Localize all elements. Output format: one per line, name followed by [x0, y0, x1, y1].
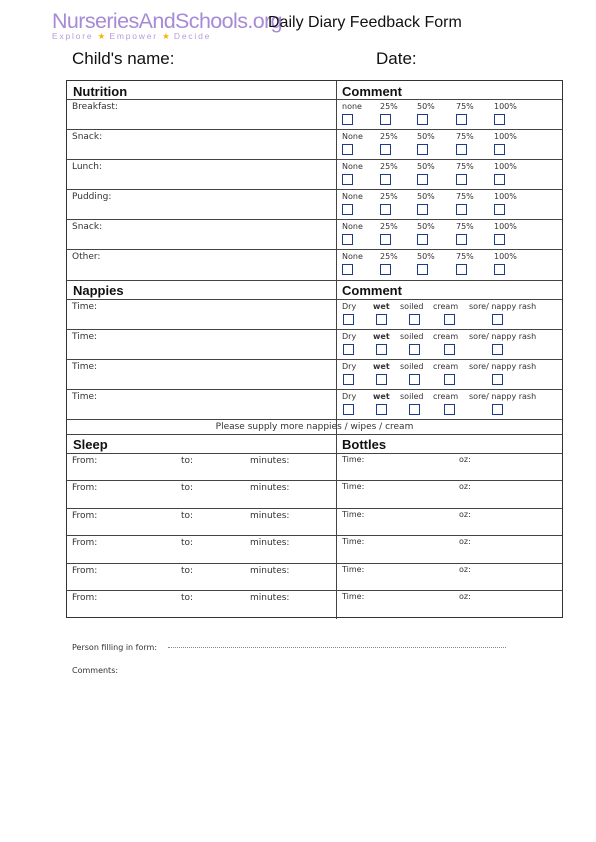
nappy-checkbox[interactable]	[492, 344, 503, 355]
sleep-to-label: to:	[181, 566, 194, 576]
nutrition-option-label: 50%	[417, 192, 435, 201]
nappy-option-label: sore/ nappy rash	[469, 392, 537, 401]
nappy-option-label: soiled	[400, 392, 424, 401]
nappy-option-label: Dry	[342, 302, 357, 311]
sleep-minutes-label: minutes:	[250, 483, 290, 493]
nappy-option-label: wet	[373, 302, 390, 311]
bottle-time-label: Time:	[342, 455, 365, 464]
nappy-time-label: Time:	[72, 392, 98, 402]
bottle-oz-label: oz:	[459, 510, 471, 519]
divider	[67, 359, 562, 360]
nappy-checkbox[interactable]	[343, 344, 354, 355]
nappy-checkbox[interactable]	[409, 374, 420, 385]
nutrition-comment-heading: Comment	[342, 84, 402, 99]
nutrition-checkbox[interactable]	[417, 174, 428, 185]
divider	[67, 389, 562, 390]
nappy-checkbox[interactable]	[444, 374, 455, 385]
nutrition-option-label: 75%	[456, 132, 474, 141]
nappy-checkbox[interactable]	[343, 374, 354, 385]
nappy-option-label: wet	[373, 332, 390, 341]
bottle-time-label: Time:	[342, 537, 365, 546]
nappy-option-label: sore/ nappy rash	[469, 362, 537, 371]
nappy-time-label: Time:	[72, 302, 98, 312]
sleep-to-label: to:	[181, 511, 194, 521]
nutrition-checkbox[interactable]	[417, 264, 428, 275]
divider	[67, 419, 562, 420]
nappy-time-label: Time:	[72, 332, 98, 342]
nutrition-row-label: Lunch:	[72, 162, 102, 172]
logo-wordmark: NurseriesAndSchools.org	[52, 9, 282, 33]
sleep-minutes-label: minutes:	[250, 456, 290, 466]
supply-note: Please supply more nappies / wipes / cream	[215, 422, 414, 432]
nutrition-checkbox[interactable]	[342, 204, 353, 215]
bottle-oz-label: oz:	[459, 482, 471, 491]
bottle-oz-label: oz:	[459, 565, 471, 574]
nutrition-checkbox[interactable]	[380, 264, 391, 275]
nutrition-option-label: 25%	[380, 222, 398, 231]
nutrition-option-label: 50%	[417, 222, 435, 231]
bottle-oz-label: oz:	[459, 592, 471, 601]
nutrition-option-label: 50%	[417, 252, 435, 261]
nappy-checkbox[interactable]	[376, 374, 387, 385]
nappy-option-label: cream	[433, 302, 459, 311]
nutrition-option-label: 25%	[380, 162, 398, 171]
sleep-minutes-label: minutes:	[250, 538, 290, 548]
nappy-option-label: sore/ nappy rash	[469, 332, 537, 341]
bottles-heading: Bottles	[342, 437, 387, 452]
child-name-label: Child's name:	[72, 49, 175, 68]
divider	[67, 453, 562, 454]
nappy-checkbox[interactable]	[376, 404, 387, 415]
nutrition-option-label: 50%	[417, 162, 435, 171]
nutrition-checkbox[interactable]	[380, 174, 391, 185]
nappy-checkbox[interactable]	[444, 314, 455, 325]
sleep-to-label: to:	[181, 538, 194, 548]
nutrition-option-label: 100%	[494, 192, 517, 201]
divider	[67, 299, 562, 300]
bottle-time-label: Time:	[342, 565, 365, 574]
logo-tag-explore: Explore	[52, 31, 94, 41]
nappy-option-label: cream	[433, 332, 459, 341]
divider	[67, 508, 562, 509]
nutrition-option-label: None	[342, 132, 363, 141]
nappy-option-label: cream	[433, 362, 459, 371]
nappy-checkbox[interactable]	[376, 314, 387, 325]
sleep-minutes-label: minutes:	[250, 511, 290, 521]
nutrition-checkbox[interactable]	[456, 264, 467, 275]
nappy-option-label: soiled	[400, 362, 424, 371]
nutrition-checkbox[interactable]	[456, 114, 467, 125]
nappy-option-label: wet	[373, 362, 390, 371]
sleep-minutes-label: minutes:	[250, 566, 290, 576]
sleep-from-label: From:	[72, 566, 98, 576]
nappy-option-label: Dry	[342, 362, 357, 371]
nutrition-heading: Nutrition	[73, 84, 128, 99]
nutrition-option-label: None	[342, 192, 363, 201]
nappy-checkbox[interactable]	[444, 344, 455, 355]
nutrition-checkbox[interactable]	[494, 264, 505, 275]
nutrition-option-label: None	[342, 162, 363, 171]
nutrition-option-label: 50%	[417, 102, 435, 111]
divider	[67, 535, 562, 536]
divider	[67, 99, 562, 100]
bottle-time-label: Time:	[342, 510, 365, 519]
sleep-from-label: From:	[72, 483, 98, 493]
nutrition-row-label: Other:	[72, 252, 101, 262]
nutrition-option-label: None	[342, 222, 363, 231]
divider	[67, 480, 562, 481]
nutrition-checkbox[interactable]	[456, 174, 467, 185]
nutrition-option-label: 75%	[456, 252, 474, 261]
nutrition-option-label: 75%	[456, 222, 474, 231]
nappy-option-label: Dry	[342, 332, 357, 341]
nutrition-row-label: Snack:	[72, 222, 103, 232]
nappy-checkbox[interactable]	[343, 314, 354, 325]
nutrition-option-label: 25%	[380, 192, 398, 201]
sleep-minutes-label: minutes:	[250, 593, 290, 603]
sleep-to-label: to:	[181, 456, 194, 466]
column-divider	[336, 81, 337, 619]
nutrition-option-label: 25%	[380, 102, 398, 111]
comments-label: Comments:	[72, 666, 119, 675]
date-label: Date:	[376, 49, 417, 68]
nutrition-checkbox[interactable]	[342, 144, 353, 155]
nappy-checkbox[interactable]	[492, 374, 503, 385]
nutrition-checkbox[interactable]	[380, 234, 391, 245]
nutrition-checkbox[interactable]	[417, 234, 428, 245]
nutrition-option-label: 50%	[417, 132, 435, 141]
nappy-checkbox[interactable]	[409, 314, 420, 325]
nutrition-checkbox[interactable]	[342, 174, 353, 185]
nutrition-checkbox[interactable]	[342, 234, 353, 245]
nutrition-checkbox[interactable]	[494, 234, 505, 245]
nutrition-option-label: 100%	[494, 132, 517, 141]
divider	[67, 219, 562, 220]
nutrition-row-label: Breakfast:	[72, 102, 118, 112]
bottle-oz-label: oz:	[459, 537, 471, 546]
nutrition-option-label: 25%	[380, 132, 398, 141]
bottle-time-label: Time:	[342, 482, 365, 491]
nutrition-checkbox[interactable]	[342, 264, 353, 275]
person-filling-label: Person filling in form:	[72, 643, 158, 652]
page-title: Daily Diary Feedback Form	[268, 14, 462, 31]
nappy-option-label: sore/ nappy rash	[469, 302, 537, 311]
nutrition-checkbox[interactable]	[494, 144, 505, 155]
divider	[67, 329, 562, 330]
nutrition-checkbox[interactable]	[417, 114, 428, 125]
nappy-time-label: Time:	[72, 362, 98, 372]
nappy-checkbox[interactable]	[409, 344, 420, 355]
nutrition-option-label: 75%	[456, 102, 474, 111]
nutrition-row-label: Snack:	[72, 132, 103, 142]
site-logo	[52, 9, 282, 42]
nutrition-option-label: 100%	[494, 162, 517, 171]
nappy-option-label: soiled	[400, 302, 424, 311]
sleep-to-label: to:	[181, 593, 194, 603]
star-icon: ★	[162, 31, 170, 41]
divider	[67, 189, 562, 190]
nappy-option-label: soiled	[400, 332, 424, 341]
nutrition-option-label: 100%	[494, 102, 517, 111]
person-filling-line[interactable]	[168, 647, 506, 648]
nappies-comment-heading: Comment	[342, 283, 402, 298]
nappy-checkbox[interactable]	[409, 404, 420, 415]
nutrition-checkbox[interactable]	[380, 144, 391, 155]
sleep-to-label: to:	[181, 483, 194, 493]
nappies-heading: Nappies	[73, 283, 124, 298]
nappy-option-label: Dry	[342, 392, 357, 401]
nutrition-checkbox[interactable]	[494, 204, 505, 215]
bottle-time-label: Time:	[342, 592, 365, 601]
sleep-from-label: From:	[72, 456, 98, 466]
nappy-checkbox[interactable]	[444, 404, 455, 415]
logo-tag-empower: Empower	[109, 31, 158, 41]
nutrition-checkbox[interactable]	[456, 204, 467, 215]
divider	[67, 590, 562, 591]
divider	[67, 434, 562, 435]
sleep-from-label: From:	[72, 538, 98, 548]
nutrition-checkbox[interactable]	[380, 114, 391, 125]
nutrition-option-label: 75%	[456, 192, 474, 201]
nutrition-checkbox[interactable]	[456, 144, 467, 155]
nappy-checkbox[interactable]	[492, 404, 503, 415]
feedback-grid	[66, 80, 563, 618]
nutrition-row-label: Pudding:	[72, 192, 112, 202]
nappy-option-label: wet	[373, 392, 390, 401]
logo-tag-decide: Decide	[173, 31, 212, 41]
nutrition-option-label: 25%	[380, 252, 398, 261]
nutrition-option-label: 75%	[456, 162, 474, 171]
nutrition-option-label: 100%	[494, 252, 517, 261]
nutrition-option-label: none	[342, 102, 362, 111]
nappy-option-label: cream	[433, 392, 459, 401]
divider	[67, 280, 562, 281]
nappy-checkbox[interactable]	[343, 404, 354, 415]
nutrition-option-label: None	[342, 252, 363, 261]
nutrition-checkbox[interactable]	[342, 114, 353, 125]
nutrition-checkbox[interactable]	[456, 234, 467, 245]
star-icon: ★	[97, 31, 106, 41]
nutrition-option-label: 100%	[494, 222, 517, 231]
sleep-heading: Sleep	[73, 437, 108, 452]
nutrition-checkbox[interactable]	[494, 174, 505, 185]
nutrition-checkbox[interactable]	[417, 204, 428, 215]
nappy-checkbox[interactable]	[492, 314, 503, 325]
nutrition-checkbox[interactable]	[494, 114, 505, 125]
nutrition-checkbox[interactable]	[417, 144, 428, 155]
sleep-from-label: From:	[72, 593, 98, 603]
nappy-checkbox[interactable]	[376, 344, 387, 355]
nutrition-checkbox[interactable]	[380, 204, 391, 215]
bottle-oz-label: oz:	[459, 455, 471, 464]
divider	[67, 129, 562, 130]
divider	[67, 159, 562, 160]
divider	[67, 563, 562, 564]
divider	[67, 249, 562, 250]
sleep-from-label: From:	[72, 511, 98, 521]
